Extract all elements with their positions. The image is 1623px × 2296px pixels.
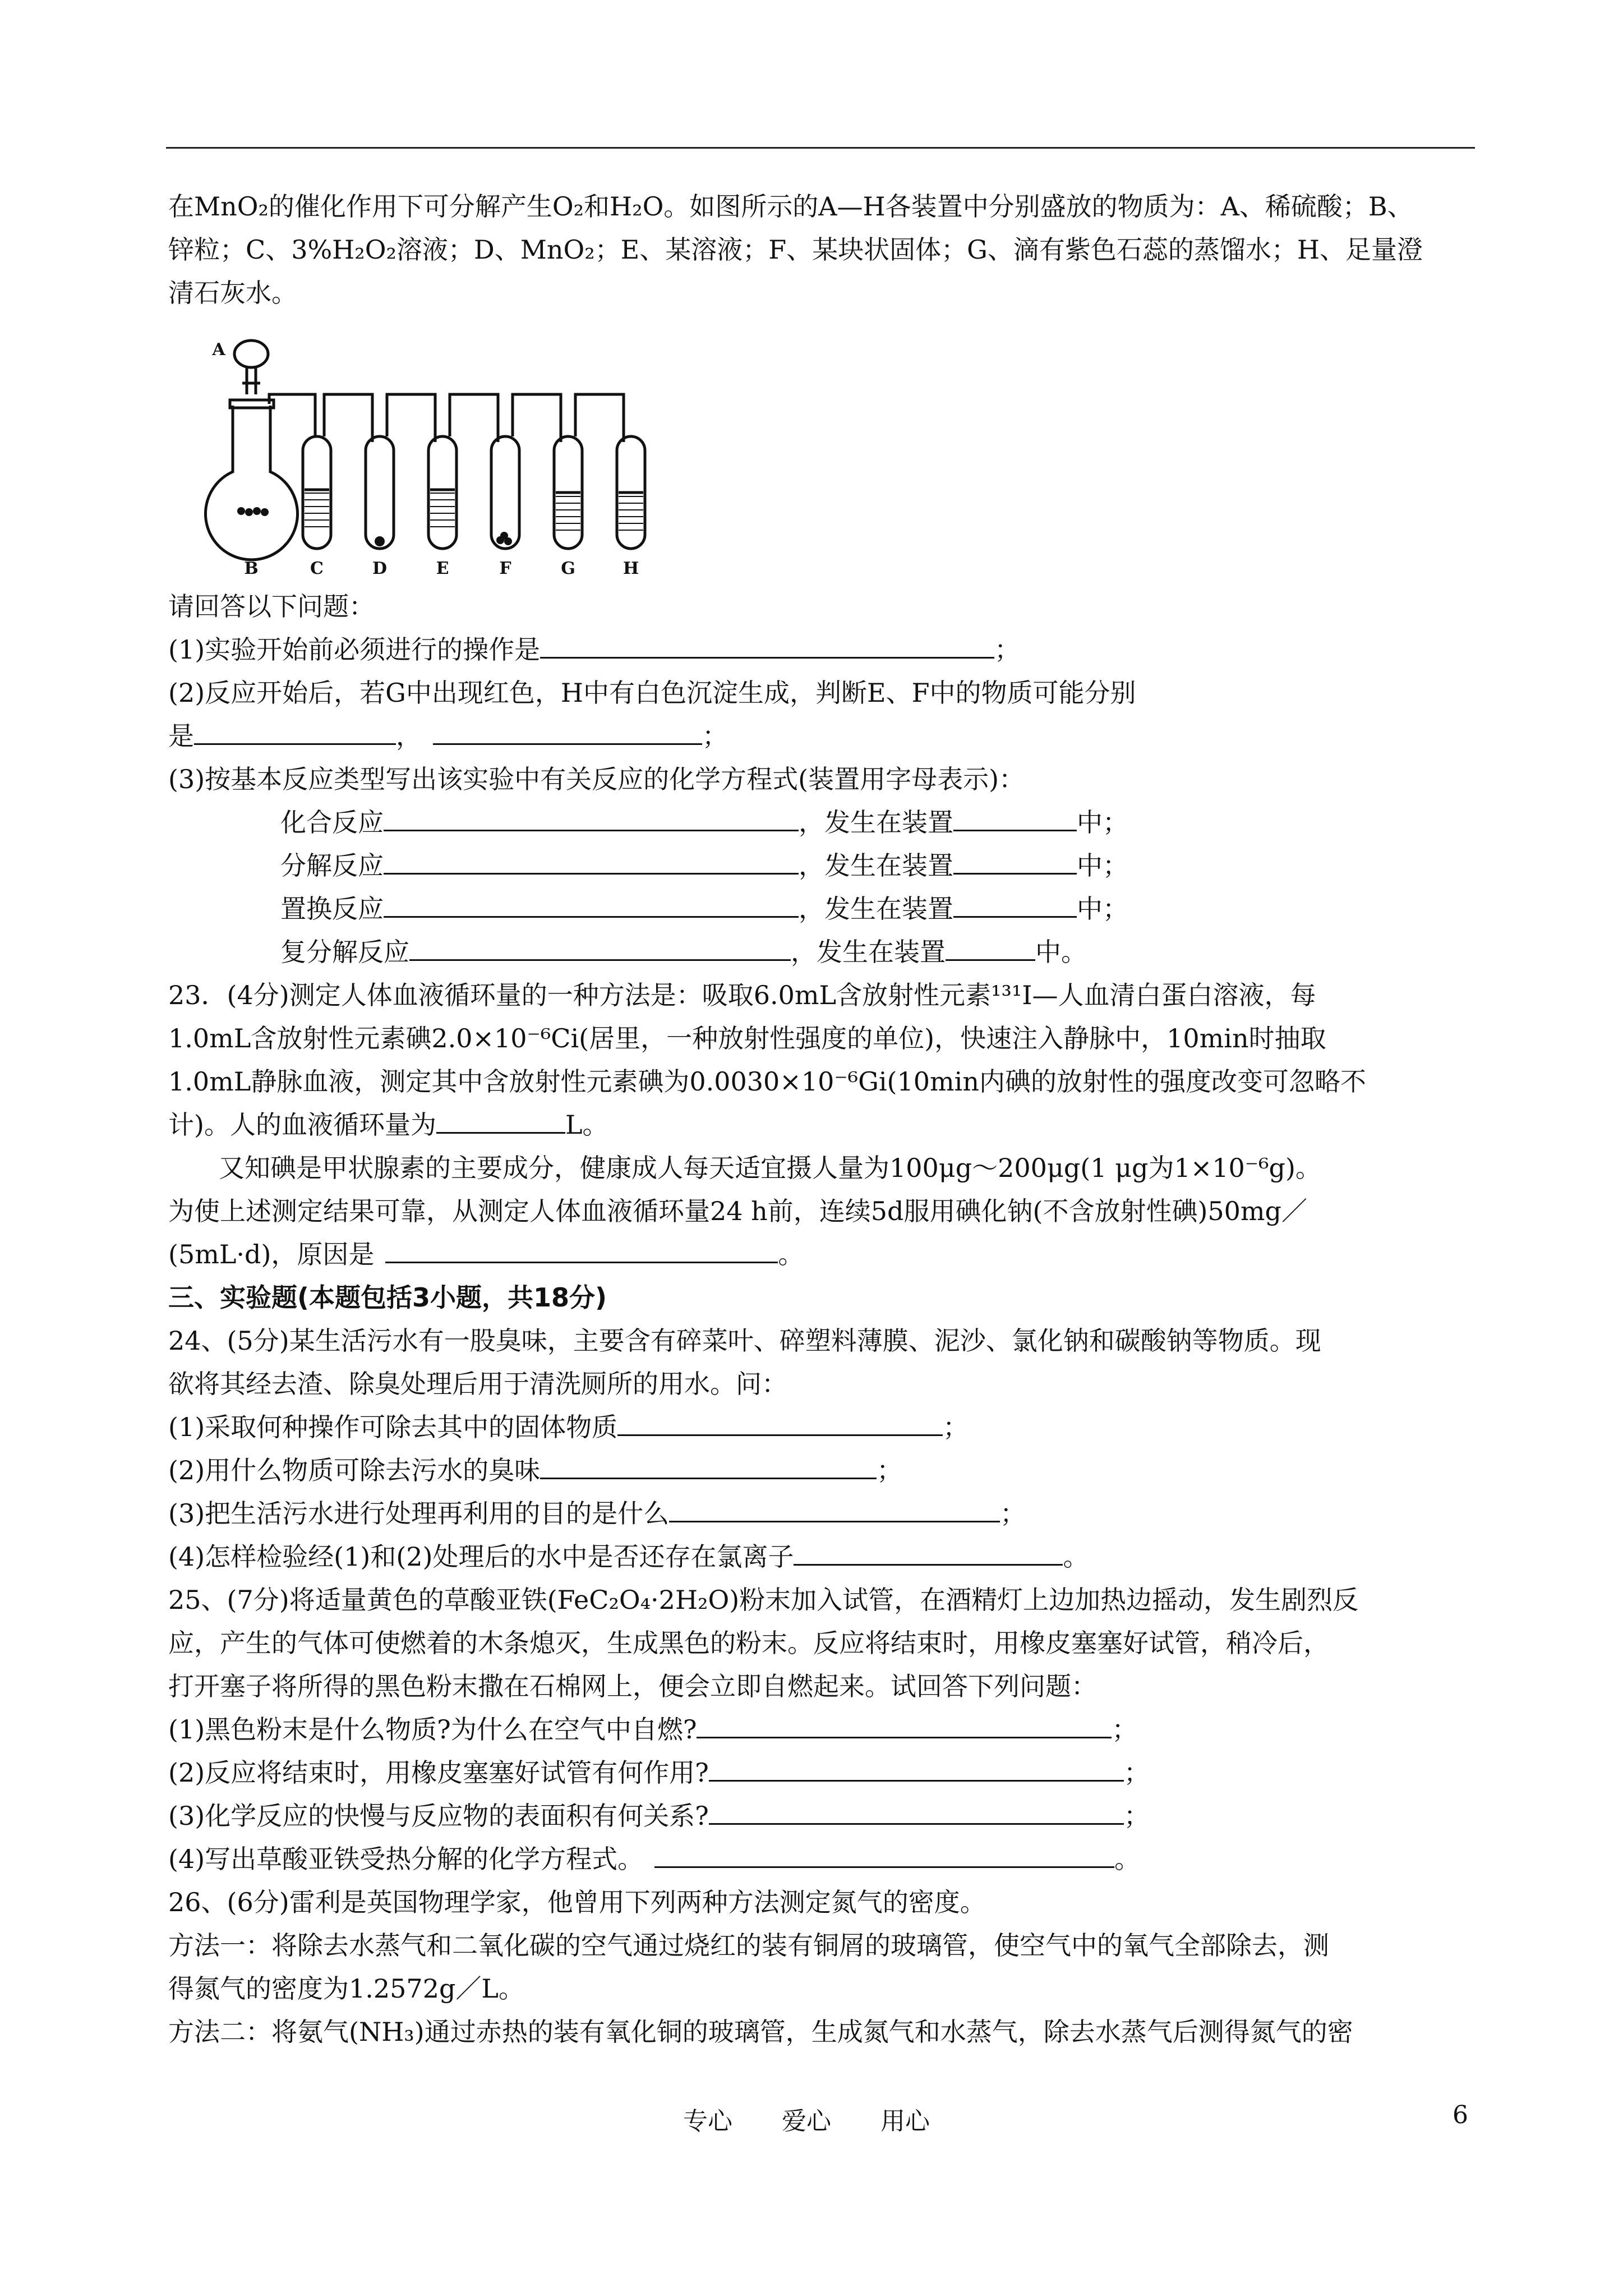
label-A: A	[212, 340, 225, 360]
answer-blank[interactable]	[794, 1536, 1063, 1566]
q25-sub-3: (3)化学反应的快慢与反应物的表面积有何关系? ；	[168, 1795, 1469, 1838]
q25-sub-2: (2)反应将结束时，用橡皮塞塞好试管有何作用? ；	[168, 1751, 1469, 1795]
q24-sub-1: (1)采取何种操作可除去其中的固体物质 ；	[168, 1406, 1469, 1449]
label-E: E	[436, 559, 449, 578]
q22-prompt: 请回答以下问题：	[168, 591, 375, 622]
reaction-double-displacement: 复分解反应 ，发生在装置 中。	[168, 931, 1469, 974]
q22-sub-3: (3)按基本反应类型写出该实验中有关反应的化学方程式(装置用字母表示)：	[168, 764, 1025, 794]
q26-line-1: 26、(6分)雷利是英国物理学家，他曾用下列两种方法测定氮气的密度。	[168, 1887, 986, 1917]
page-number: 6	[1453, 2101, 1468, 2129]
section-heading: 三、实验题(本题包括3小题，共18分)	[168, 1282, 607, 1313]
intro-line-2: 锌粒；C、3%H₂O₂溶液；D、MnO₂；E、某溶液；F、某块状固体；G、滴有紫色石蕊的蒸馏水；H、足量澄	[168, 234, 1423, 265]
answer-blank[interactable]	[709, 1752, 1124, 1782]
intro-line-3: 清石灰水。	[168, 278, 297, 308]
label-G: G	[561, 559, 575, 578]
q25-sub-4: (4)写出草酸亚铁受热分解的化学方程式。 。	[168, 1838, 1469, 1881]
q26-method-1b: 得氮气的密度为1.2572g／L。	[168, 1973, 524, 2004]
q25-line-3: 打开塞子将所得的黑色粉末撒在石棉网上，便会立即自燃起来。试回答下列问题：	[168, 1671, 1097, 1701]
reaction-displacement: 置换反应 ，发生在装置 中；	[168, 887, 1469, 931]
apparatus-figure	[191, 321, 751, 585]
answer-blank[interactable]	[409, 931, 791, 961]
answer-blank[interactable]	[953, 888, 1077, 918]
q24-sub-3: (3)把生活污水进行处理再利用的目的是什么 ；	[168, 1492, 1469, 1535]
q22-sub-1: (1)实验开始前必须进行的操作是 ；	[168, 628, 1469, 671]
intro-line-1: 在MnO₂的催化作用下可分解产生O₂和H₂O。如图所示的A—H各装置中分别盛放的物质为：A、稀硫酸；B、	[168, 191, 1413, 222]
header-rule	[166, 147, 1475, 149]
q26-method-1a: 方法一：将除去水蒸气和二氧化碳的空气通过烧红的装有铜屑的玻璃管，使空气中的氧气全部除去，测	[168, 1930, 1329, 1961]
answer-blank[interactable]	[384, 845, 799, 875]
answer-blank[interactable]	[654, 1838, 1114, 1868]
answer-blank[interactable]	[194, 715, 396, 745]
label-D: D	[372, 559, 388, 578]
q25-line-2: 应，产生的气体可使燃着的木条熄灭，生成黑色的粉末。反应将结束时，用橡皮塞塞好试管，稍冷后，	[168, 1628, 1329, 1658]
reaction-combination: 化合反应 ，发生在装置 中；	[168, 801, 1469, 844]
answer-blank[interactable]	[669, 1493, 1000, 1522]
q24-line-1: 24、(5分)某生活污水有一股臭味，主要含有碎菜叶、碎塑料薄膜、泥沙、氯化钠和碳酸钠等物质。现	[168, 1326, 1321, 1356]
footer-motto: 专心 爱心 用心	[683, 2107, 930, 2136]
answer-blank[interactable]	[384, 802, 799, 831]
q23-line-5: 又知碘是甲状腺素的主要成分，健康成人每天适宜摄人量为100μg～200μg(1 μg为1×10⁻⁶g)。	[219, 1153, 1321, 1183]
answer-blank[interactable]	[433, 715, 702, 745]
q26-method-2a: 方法二：将氨气(NH₃)通过赤热的装有氧化铜的玻璃管，生成氮气和水蒸气，除去水蒸气后测得氮气的密	[168, 2017, 1353, 2047]
q24-sub-2: (2)用什么物质可除去污水的臭味 ；	[168, 1449, 1469, 1492]
label-H: H	[623, 559, 639, 578]
answer-blank[interactable]	[953, 845, 1077, 875]
answer-blank[interactable]	[709, 1795, 1124, 1825]
answer-blank[interactable]	[946, 931, 1035, 961]
apparatus-diagram	[191, 321, 751, 585]
q23-line-4: 计)。人的血液循环量为 L。	[168, 1103, 1469, 1147]
q23-line-7: (5mL·d)，原因是 。	[168, 1233, 1469, 1276]
answer-blank[interactable]	[385, 1234, 778, 1263]
answer-blank[interactable]	[436, 1104, 565, 1134]
q23-line-2: 1.0mL含放射性元素碘2.0×10⁻⁶Ci(居里，一种放射性强度的单位)，快速注入静脉中，10min时抽取	[168, 1023, 1326, 1053]
answer-blank[interactable]	[697, 1709, 1112, 1738]
q23-line-1: 23．(4分)测定人体血液循环量的一种方法是：吸取6.0mL含放射性元素¹³¹I—人血清白蛋白溶液，每	[168, 980, 1316, 1010]
label-B: B	[244, 559, 259, 578]
q25-line-1: 25、(7分)将适量黄色的草酸亚铁(FeC₂O₄·2H₂O)粉末加入试管，在酒精灯上边加热边摇动，发生剧烈反	[168, 1585, 1359, 1615]
label-F: F	[499, 559, 511, 578]
q24-sub-4: (4)怎样检验经(1)和(2)处理后的水中是否还存在氯离子 。	[168, 1535, 1469, 1579]
reaction-decomposition: 分解反应 ，发生在装置 中；	[168, 844, 1469, 887]
q23-line-3: 1.0mL静脉血液，测定其中含放射性元素碘为0.0030×10⁻⁶Gi(10min内碘的放射性的强度改变可忽略不	[168, 1066, 1366, 1097]
q22-sub-2a: (2)反应开始后，若G中出现红色，H中有白色沉淀生成，判断E、F中的物质可能分别	[168, 678, 1136, 708]
q24-line-2: 欲将其经去渣、除臭处理后用于清洗厕所的用水。问：	[168, 1369, 787, 1399]
q25-sub-1: (1)黑色粉末是什么物质?为什么在空气中自燃? ；	[168, 1708, 1469, 1751]
q22-sub-2b: 是 ， ；	[168, 715, 1469, 758]
answer-blank[interactable]	[953, 802, 1077, 831]
answer-blank[interactable]	[384, 888, 799, 918]
answer-blank[interactable]	[540, 629, 994, 659]
label-C: C	[310, 559, 324, 578]
page-content	[168, 185, 1469, 2054]
q23-line-6: 为使上述测定结果可靠，从测定人体血液循环量24 h前，连续5d服用碘化钠(不含放射性碘)50mg／	[168, 1196, 1307, 1226]
answer-blank[interactable]	[540, 1450, 877, 1479]
answer-blank[interactable]	[617, 1406, 943, 1436]
